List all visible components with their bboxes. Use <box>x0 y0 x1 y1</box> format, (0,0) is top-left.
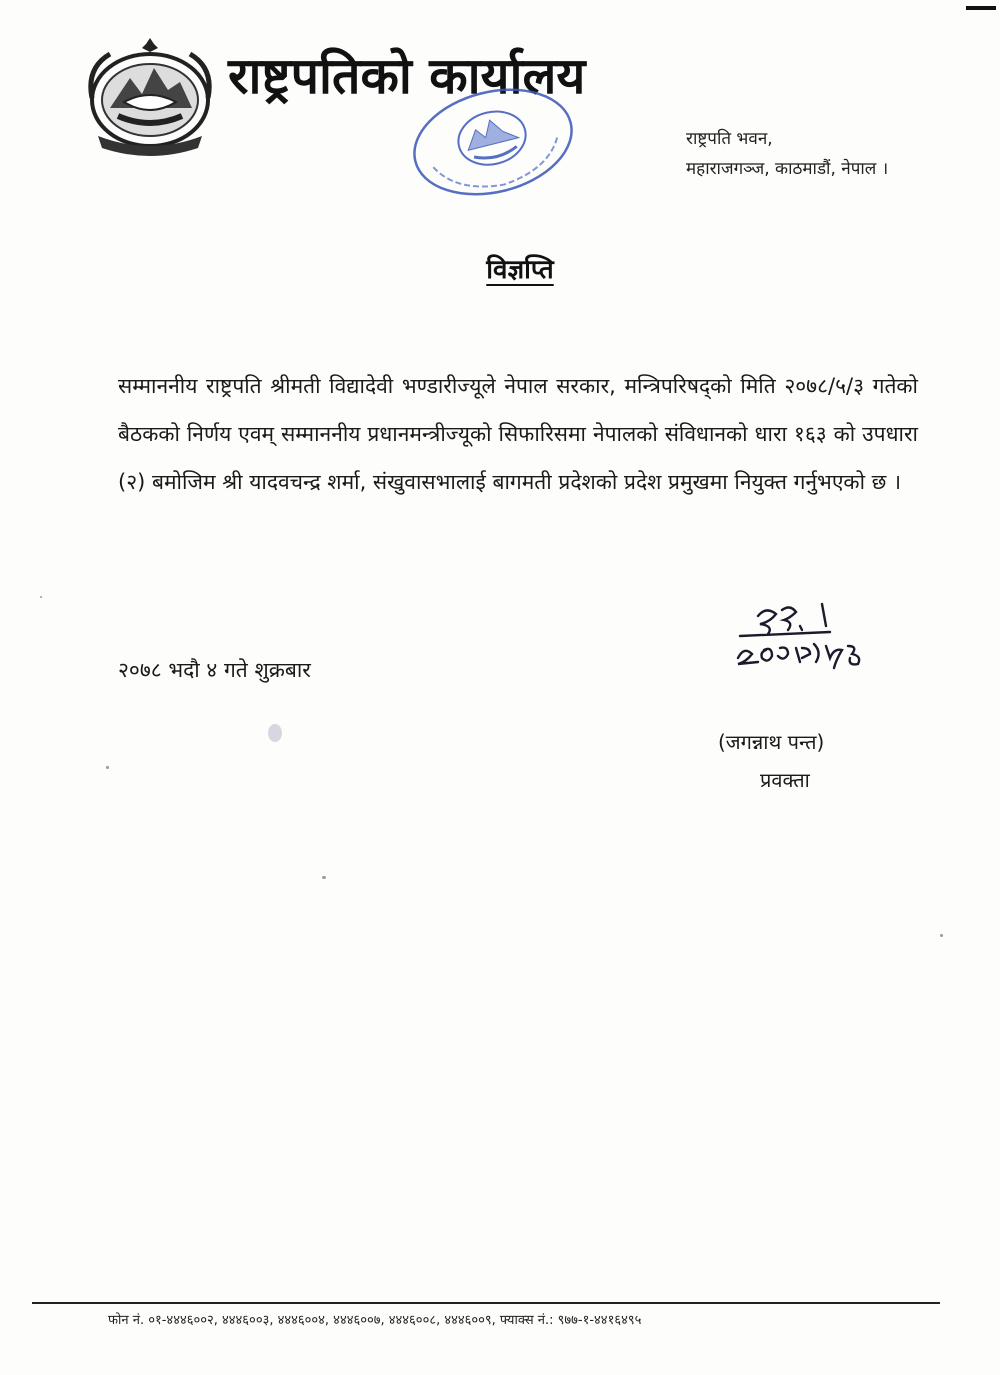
signatory-title: प्रवक्ता <box>760 768 810 792</box>
nepal-emblem-icon <box>80 38 220 158</box>
scan-speck <box>940 934 943 937</box>
notice-heading: विज्ञप्ति <box>486 255 554 285</box>
office-title: राष्ट्रपतिको कार्यालय <box>228 47 586 105</box>
scan-speck <box>322 876 326 879</box>
notice-date: २०७८ भदौ ४ गते शुक्रबार <box>118 658 311 682</box>
office-stamp-icon <box>405 82 580 202</box>
corner-mark <box>966 6 996 10</box>
address-line-2: महाराजगञ्ज, काठमाडौं, नेपाल । <box>686 159 889 179</box>
signatory-name: (जगन्नाथ पन्त) <box>718 730 825 754</box>
scan-speck <box>40 596 42 598</box>
scan-speck <box>106 766 109 769</box>
handwritten-signature-icon <box>730 596 890 680</box>
footer-contact: फोन नं. ०१-४४४६००२, ४४४६००३, ४४४६००४, ४४४६००७, ४४४६००८, ४४४६००९, फ्याक्स नं.: ९७७-१-४४१६४९५ <box>108 1313 642 1328</box>
notice-body: सम्माननीय राष्ट्रपति श्रीमती विद्यादेवी भण्डारीज्यूले नेपाल सरकार, मन्त्रिपरिषद्को मिति २०७८/५/३ गतेको बैठकको निर्णय एवम् सम्माननीय प्रधानमन्त्रीज्यूको सिफारिसमा नेपालको संविधानको धारा १६३ को उपधारा (२) बमोजिम श्री यादवचन्द्र शर्मा, संखुवासभालाई बागमती प्रदेशको प्रदेश प्रमुखमा नियुक्त गर्नुभएको छ । <box>118 374 918 494</box>
address-line-1: राष्ट्रपति भवन, <box>686 129 773 149</box>
office-address <box>686 124 888 184</box>
scan-speck <box>268 724 282 742</box>
footer-divider <box>32 1302 940 1304</box>
